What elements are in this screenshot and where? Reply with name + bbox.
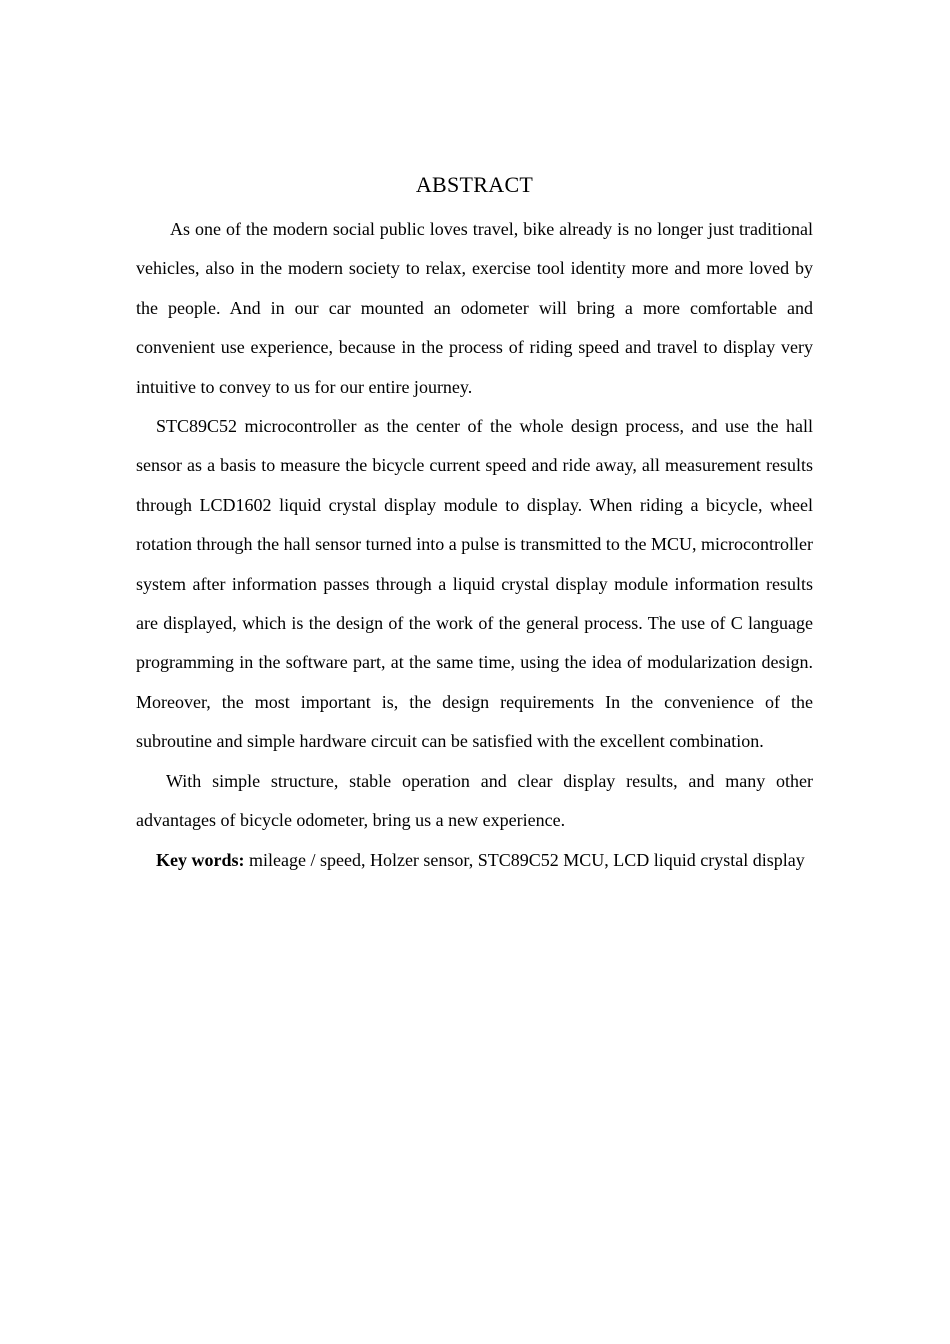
abstract-paragraph-1: As one of the modern social public loves travel, bike already is no longer just traditional vehicles, also in the modern society to relax, exercise tool identity more and more loved by the people. And in our car mounted an odometer will bring a more comfortable and convenient use experience, because in the process of riding speed and travel to display very intuitive to convey to us for our entire journey.: [136, 219, 813, 397]
abstract-paragraph-2: STC89C52 microcontroller as the center of the whole design process, and use the hall sensor as a basis to measure the bicycle current speed and ride away, all measurement results through LCD1602 liquid crystal display module to display. When riding a bicycle, wheel rotation through the hall sensor turned into a pulse is transmitted to the MCU, microcontroller system after information passes through a liquid crystal display module information results are displayed, which is the design of the work of the general process. The use of C language programming in the software part, at the same time, using the idea of modularization design. Moreover, the most important is, the design requirements In the convenience of the subroutine and simple hardware circuit can be satisfied with the excellent combination.: [136, 416, 813, 752]
abstract-paragraph-3: With simple structure, stable operation and clear display results, and many other advantages of bicycle odometer, bring us a new experience.: [136, 770, 813, 831]
keywords-line: [136, 841, 813, 880]
abstract-title: ABSTRACT: [415, 172, 534, 197]
abstract-page: [136, 170, 813, 880]
keywords-text: mileage / speed, Holzer sensor, STC89C52 MCU, LCD liquid crystal display: [244, 849, 805, 870]
keywords-label: Key words:: [156, 849, 245, 870]
